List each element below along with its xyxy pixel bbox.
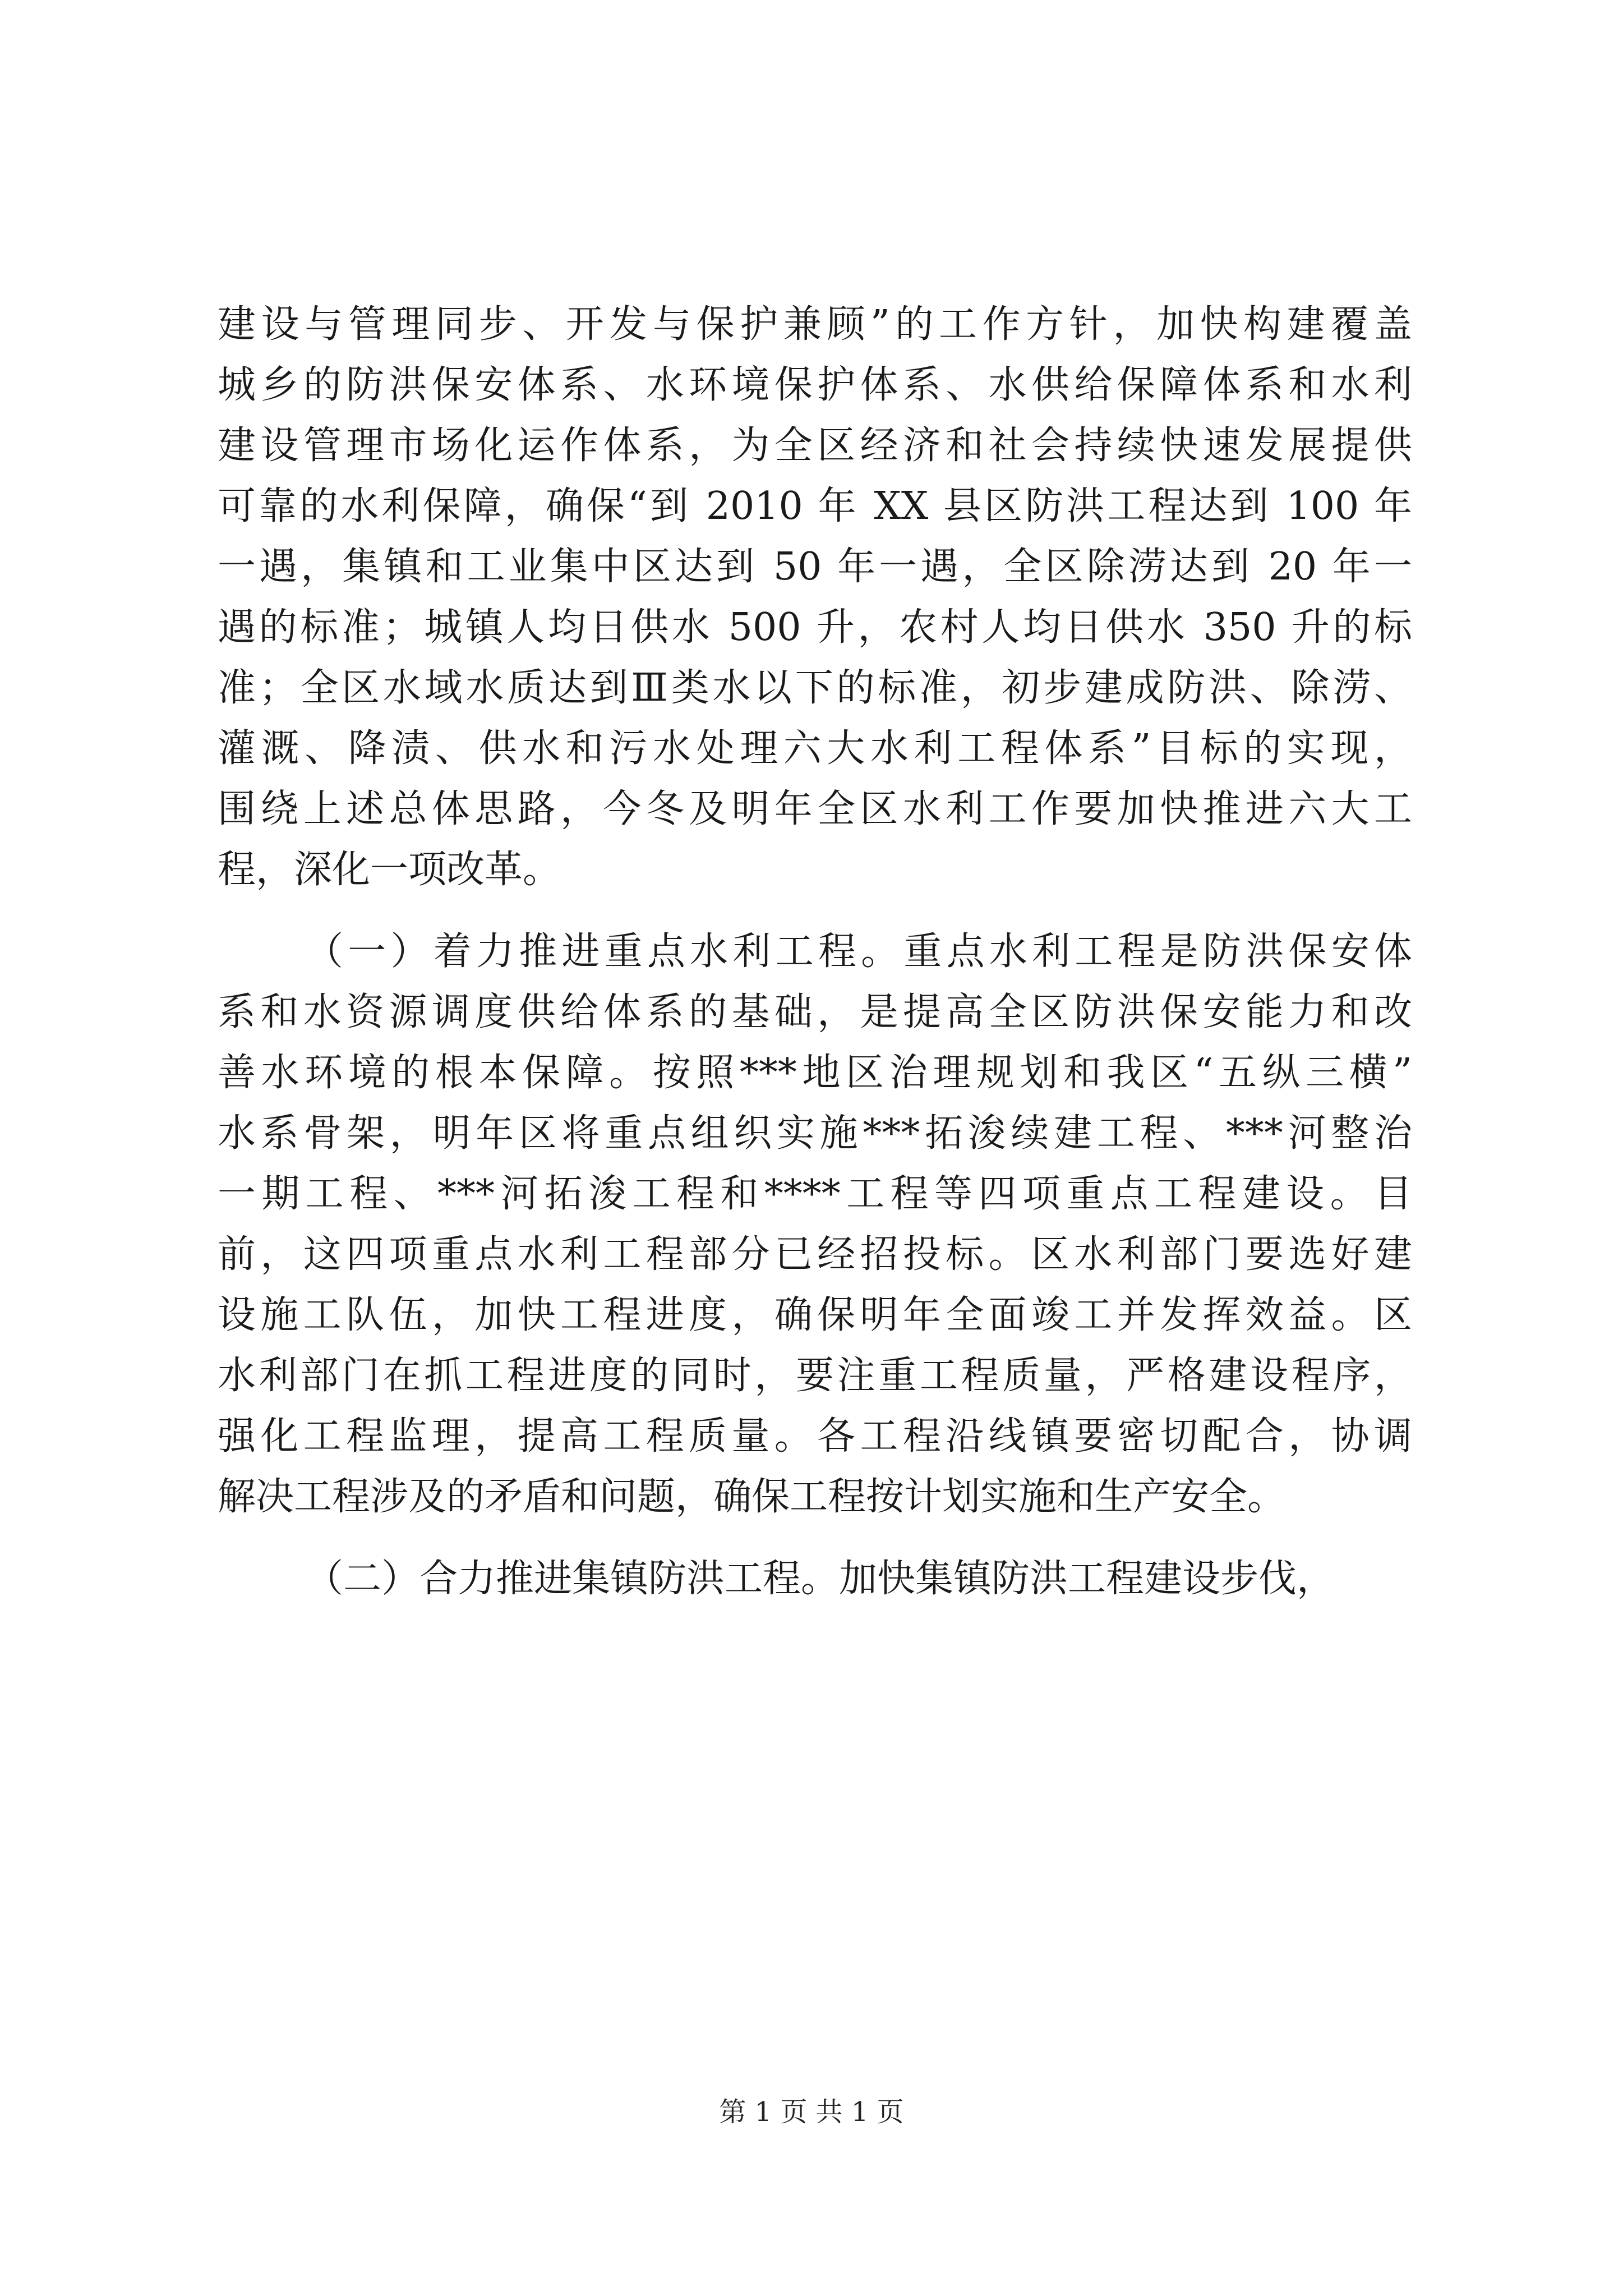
text-line: 程，深化一项改革。 xyxy=(218,848,561,892)
text-line: 灌溉、降渍、供水和污水处理六大水利工程体系”目标的实现， xyxy=(218,726,1412,771)
text-line: 系和水资源调度供给体系的基础，是提高全区防洪保安能力和改 xyxy=(218,990,1412,1034)
paragraph xyxy=(218,1549,1412,1609)
document-body xyxy=(218,295,1412,1609)
text-line: 水利部门在抓工程进度的同时，要注重工程质量，严格建设程序， xyxy=(218,1354,1412,1398)
text-line: 遇的标准；城镇人均日供水 500 升，农村人均日供水 350 升的标 xyxy=(218,605,1412,650)
text-line: 水系骨架，明年区将重点组织实施***拓浚续建工程、***河整治 xyxy=(218,1111,1412,1156)
text-line: 准；全区水域水质达到Ⅲ类水以下的标准，初步建成防洪、除涝、 xyxy=(218,666,1412,710)
text-line: （一）着力推进重点水利工程。重点水利工程是防洪保安体 xyxy=(305,930,1412,974)
text-line: （二）合力推进集镇防洪工程。加快集镇防洪工程建设步伐， xyxy=(305,1557,1335,1601)
text-line: 围绕上述总体思路，今冬及明年全区水利工作要加快推进六大工 xyxy=(218,787,1412,831)
text-line: 建设与管理同步、开发与保护兼顾”的工作方针，加快构建覆盖 xyxy=(218,302,1412,347)
text-line: 解决工程涉及的矛盾和问题，确保工程按计划实施和生产安全。 xyxy=(218,1475,1286,1519)
text-line: 一期工程、***河拓浚工程和****工程等四项重点工程建设。目 xyxy=(218,1172,1412,1216)
text-line: 前，这四项重点水利工程部分已经招投标。区水利部门要选好建 xyxy=(218,1232,1412,1277)
text-line: 设施工队伍，加快工程进度，确保明年全面竣工并发挥效益。区 xyxy=(218,1293,1412,1337)
paragraph xyxy=(218,922,1412,1527)
paragraph xyxy=(218,295,1412,900)
page-footer: 第 1 页 共 1 页 xyxy=(719,2096,904,2128)
text-line: 建设管理市场化运作体系，为全区经济和社会持续快速发展提供 xyxy=(218,424,1412,468)
text-line: 可靠的水利保障，确保“到 2010 年 XX 县区防洪工程达到 100 年 xyxy=(218,484,1412,528)
text-line: 城乡的防洪保安体系、水环境保护体系、水供给保障体系和水利 xyxy=(218,363,1412,407)
text-line: 善水环境的根本保障。按照***地区治理规划和我区“五纵三横” xyxy=(218,1051,1412,1095)
text-line: 强化工程监理，提高工程质量。各工程沿线镇要密切配合，协调 xyxy=(218,1414,1412,1458)
text-line: 一遇，集镇和工业集中区达到 50 年一遇，全区除涝达到 20 年一 xyxy=(218,545,1412,589)
